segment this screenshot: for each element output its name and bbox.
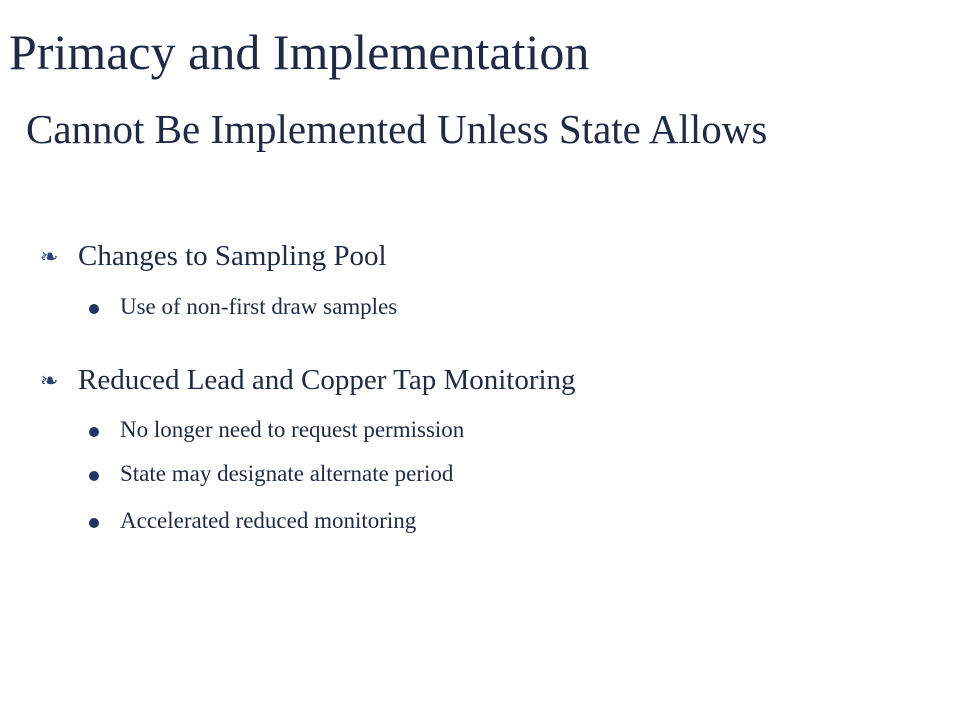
sub-bullet-item: [89, 505, 416, 537]
bullet-dot-icon: [89, 471, 99, 481]
sub-bullet-text: State may designate alternate period: [120, 461, 454, 486]
bullet-item: [40, 360, 576, 400]
bullet-heading: Changes to Sampling Pool: [78, 239, 387, 272]
sub-bullet-item: [89, 291, 397, 323]
sub-bullet-item: [89, 414, 464, 446]
slide-subtitle: Cannot Be Implemented Unless State Allows: [26, 106, 768, 152]
bullet-heading: Reduced Lead and Copper Tap Monitoring: [78, 363, 576, 396]
bullet-dot-icon: [89, 518, 99, 528]
fleuron-icon: ❧: [40, 368, 59, 393]
sub-bullet-text: Accelerated reduced monitoring: [120, 508, 417, 533]
bullet-dot-icon: [89, 304, 99, 314]
fleuron-icon: ❧: [40, 244, 59, 269]
sub-bullet-text: No longer need to request permission: [120, 417, 465, 442]
sub-bullet-text: Use of non-first draw samples: [120, 294, 398, 319]
bullet-dot-icon: [89, 427, 99, 437]
sub-bullet-item: [89, 458, 453, 490]
slide-title: Primacy and Implementation: [9, 24, 590, 80]
bullet-item: [40, 236, 387, 276]
